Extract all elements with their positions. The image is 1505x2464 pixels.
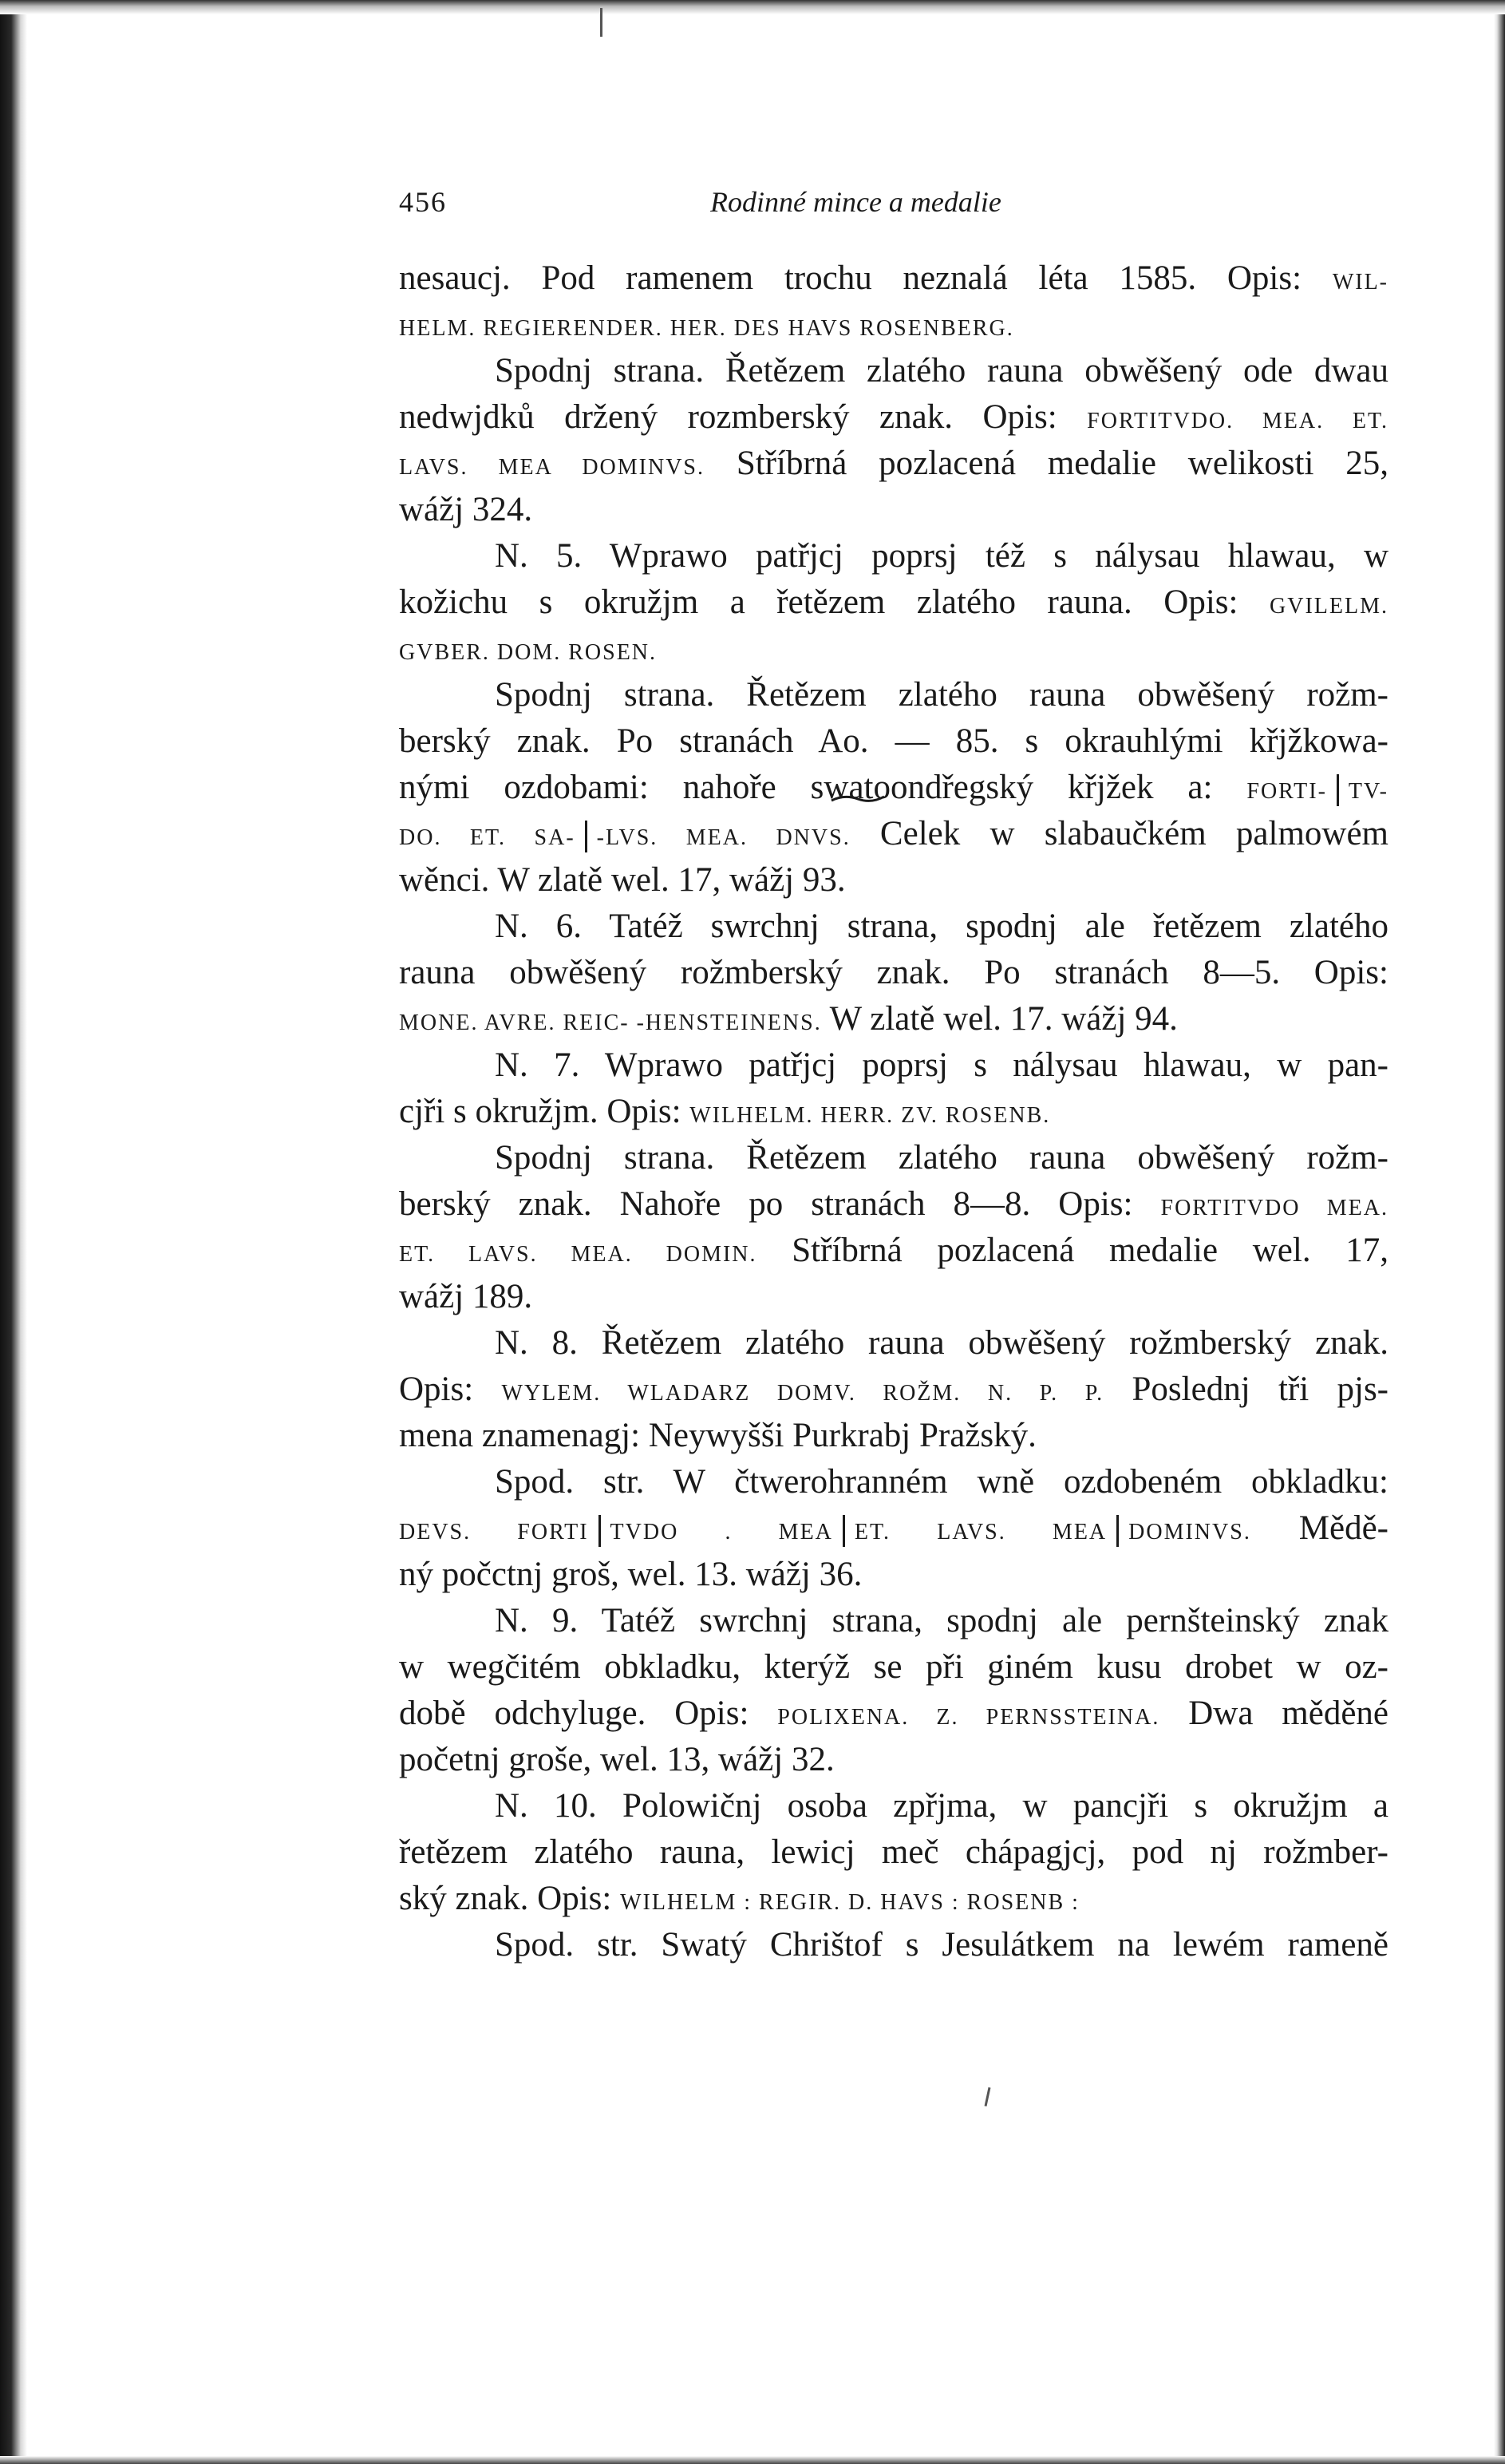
text-line (399, 441, 1388, 487)
inscription-small-caps: TV- (1348, 779, 1388, 804)
inscription-small-caps: WIL- (1332, 270, 1388, 295)
text-line (399, 626, 1388, 672)
text-run: Stříbrná pozlacená medalie welikosti 25, (705, 445, 1388, 482)
text-run: Spod. str. Swatý Chrištof s Jesulátkem na lewém rameně (495, 1926, 1388, 1964)
text-line (399, 904, 1388, 950)
running-title: Rodinné mince a medalie (710, 186, 1001, 218)
inscription-small-caps: DO. ET. SA- (399, 825, 575, 850)
text-run: N. 6. Tatéž swrchnj strana, spodnj ale řetězem zlatého (495, 908, 1388, 945)
text-run: N. 10. Polowičnj osoba zpřjma, w pancjři s okružjm a (495, 1787, 1388, 1825)
text-run: Dwa měděné (1159, 1695, 1388, 1732)
text-run: nedwjdků držený rozmberský znak. Opis: (399, 398, 1088, 436)
inscription-divider-mark (1116, 1515, 1119, 1547)
stray-ink-mark-top (600, 8, 602, 37)
text-line (399, 394, 1388, 441)
text-line (399, 996, 1388, 1042)
text-run: w wegčitém obkladku, kterýž se při giném kusu drobet w oz- (399, 1648, 1388, 1686)
inscription-divider-mark (585, 821, 587, 852)
text-run: početnj groše, wel. 13, wážj 32. (399, 1741, 835, 1778)
text-run: nými ozdobami: nahoře swatoondřegský křjžek a: (399, 769, 1247, 806)
inscription-small-caps: -LVS. MEA. DNVS. (596, 825, 851, 850)
inscription-small-caps: WILHELM : REGIR. D. HAVS : ROSENB : (620, 1890, 1080, 1915)
text-run: N. 9. Tatéž swrchnj strana, spodnj ale pernšteinský znak (495, 1602, 1388, 1639)
text-line (399, 348, 1388, 394)
text-line (399, 1228, 1388, 1274)
inscription-small-caps: GVBER. DOM. ROSEN. (399, 640, 658, 665)
text-run: wážj 189. (399, 1278, 533, 1315)
text-line (399, 1783, 1388, 1829)
text-line (399, 811, 1388, 857)
text-run: Stříbrná pozlacená medalie wel. 17, (756, 1232, 1388, 1269)
page-number: 456 (399, 186, 447, 218)
text-run: cjři s okružjm. Opis: (399, 1093, 690, 1130)
text-run: Celek w slabaučkém palmowém (850, 815, 1388, 852)
page-header (399, 185, 1388, 225)
text-run: wěnci. W zlatě wel. 17, wážj 93. (399, 861, 846, 899)
text-run: Opis: (399, 1370, 502, 1408)
text-run: Mědě- (1250, 1509, 1388, 1547)
text-run: ný počctnj groš, wel. 13. wážj 36. (399, 1556, 863, 1593)
inscription-small-caps: WYLEM. WLADARZ DOMV. ROŽM. N. P. P. (501, 1381, 1104, 1406)
text-line (399, 302, 1388, 348)
inscription-small-caps: ET. LAVS. MEA (854, 1520, 1108, 1544)
text-line (399, 1274, 1388, 1320)
text-line (399, 1737, 1388, 1783)
text-run: N. 8. Řetězem zlatého rauna obwěšený rožmberský znak. (495, 1324, 1388, 1362)
text-run: berský znak. Po stranách Ao. — 85. s okrauhlými křjžkowa- (399, 722, 1388, 760)
text-line (399, 1042, 1388, 1089)
text-run: rauna obwěšený rožmberský znak. Po stranách 8—5. Opis: (399, 954, 1388, 991)
text-run: Spodnj strana. Řetězem zlatého rauna obwěšený ode dwau (495, 352, 1388, 390)
text-line (399, 1181, 1388, 1228)
inscription-small-caps: DOMINVS. (1128, 1520, 1251, 1544)
text-line (399, 533, 1388, 579)
text-line (399, 487, 1388, 533)
scan-edge-top (0, 0, 1505, 14)
inscription-divider-mark (598, 1515, 601, 1547)
inscription-small-caps: TVDO . MEA (610, 1520, 833, 1544)
inscription-small-caps: HELM. REGIERENDER. HER. DES HAVS ROSENBERG. (399, 316, 1014, 341)
text-run: W zlatě wel. 17. wážj 94. (821, 1000, 1178, 1038)
text-line (399, 1320, 1388, 1366)
text-line (399, 1829, 1388, 1876)
inscription-small-caps: WILHELM. HERR. ZV. ROSENB. (689, 1103, 1051, 1128)
text-line (399, 1876, 1388, 1922)
text-line (399, 1691, 1388, 1737)
text-line (399, 1366, 1388, 1413)
text-line (399, 1459, 1388, 1505)
abbreviation-tilde-mark (830, 793, 886, 803)
text-run: ský znak. Opis: (399, 1880, 621, 1917)
body-text (399, 255, 1388, 1968)
text-run: N. 5. Wprawo patřjcj poprsj též s nálysau hlawau, w (495, 537, 1388, 575)
text-line (399, 718, 1388, 765)
text-line (399, 579, 1388, 626)
text-line (399, 950, 1388, 996)
text-line (399, 1598, 1388, 1644)
inscription-small-caps: LAVS. MEA DOMINVS. (399, 455, 705, 480)
inscription-small-caps: POLIXENA. Z. PERNSSTEINA. (777, 1705, 1160, 1730)
text-line (399, 1922, 1388, 1968)
text-run: kožichu s okružjm a řetězem zlatého rauna. Opis: (399, 583, 1270, 621)
text-run: wážj 324. (399, 491, 533, 528)
inscription-divider-mark (1337, 774, 1339, 806)
inscription-small-caps: DEVS. FORTI (399, 1520, 589, 1544)
text-line (399, 1644, 1388, 1691)
text-line (399, 672, 1388, 718)
text-run: Spodnj strana. Řetězem zlatého rauna obwěšený rožm- (495, 1139, 1388, 1177)
text-line (399, 255, 1388, 302)
scan-edge-left (0, 0, 27, 2464)
text-run: době odchyluge. Opis: (399, 1695, 778, 1732)
inscription-small-caps: FORTI- (1246, 779, 1327, 804)
text-run: Spodnj strana. Řetězem zlatého rauna obwěšený rožm- (495, 676, 1388, 714)
inscription-small-caps: FORTITVDO. MEA. ET. (1087, 409, 1388, 433)
text-line (399, 857, 1388, 904)
text-run: nesaucj. Pod ramenem trochu neznalá léta 1585. Opis: (399, 259, 1333, 297)
scan-edge-bottom (0, 2456, 1505, 2464)
scan-edge-right (1494, 0, 1505, 2464)
text-line (399, 1505, 1388, 1552)
inscription-divider-mark (843, 1515, 845, 1547)
text-line (399, 1089, 1388, 1135)
text-run: Spod. str. W čtwerohranném wně ozdobeném obkladku: (495, 1463, 1388, 1501)
text-line (399, 1552, 1388, 1598)
text-line (399, 1135, 1388, 1181)
text-line (399, 1413, 1388, 1459)
inscription-small-caps: FORTITVDO MEA. (1160, 1196, 1388, 1220)
text-run: Poslednj tři pjs- (1104, 1370, 1388, 1408)
inscription-small-caps: ET. LAVS. MEA. DOMIN. (399, 1242, 757, 1267)
text-run: N. 7. Wprawo patřjcj poprsj s nálysau hlawau, w pan- (495, 1046, 1388, 1084)
text-line (399, 765, 1388, 811)
stray-ink-mark-bottom (985, 2087, 991, 2106)
inscription-small-caps: GVILELM. (1270, 594, 1388, 619)
inscription-small-caps: MONE. AVRE. REIC- -HENSTEINENS. (399, 1011, 822, 1035)
text-run: řetězem zlatého rauna, lewicj meč chápagjcj, pod nj rožmber- (399, 1833, 1388, 1871)
text-run: mena znamenagj: Neywyšši Purkrabj Pražský. (399, 1417, 1037, 1454)
text-run: berský znak. Nahoře po stranách 8—8. Opis: (399, 1185, 1161, 1223)
